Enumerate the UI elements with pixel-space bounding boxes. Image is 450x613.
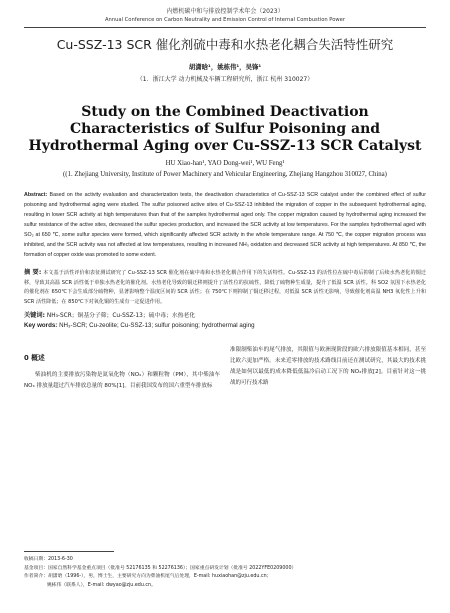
chinese-title: Cu-SSZ-13 SCR 催化剂硫中毒和水热老化耦合失活特性研究 xyxy=(56,37,394,52)
right-column xyxy=(230,345,426,392)
footnote-rule xyxy=(24,551,114,552)
header-rule xyxy=(24,27,426,28)
section-heading: 0 概述 xyxy=(24,354,45,362)
english-abstract xyxy=(24,190,426,260)
chinese-affiliation: （1．浙江大学 动力机械及车辆工程研究所，浙江 杭州 310027） xyxy=(136,76,314,83)
english-title: Study on the Combined Deactivation Characteristics of Sulfur Poisoning and Hydrothermal Aging over Cu-SSZ-13 SCR Catalyst xyxy=(28,104,422,154)
chinese-abstract xyxy=(24,268,426,307)
english-keywords-label: Key words: xyxy=(24,322,58,329)
chinese-abstract-label: 摘 要: xyxy=(24,269,42,276)
chinese-keywords-label: 关键词: xyxy=(24,312,46,319)
chinese-abstract-text: 本文基于活性评价和表征测试研究了 Cu-SSZ-13 SCR 催化剂在硫中毒和水热老化耦合作用下的失活特性。Cu-SSZ-13 的活性位在硫中毒后抑制了后续水热老化的铜迁移，导致其高温 SCR 活性低于单独水热老化的催化剂。水热老化导致的铜迁移则提升了活性位的抗硫性，降低了硫物种生成量，提升了低温 SCR 活性。科 SO2 氛围下水热老化的催化剂在 650℃下会生成部分硫物种，显著影响整个温度区间的 SCR 活性；在 750℃下则抑制了铜迁移过程，对低温 SCR 活性无影响，导致催化剂高温 NH3 氧化性上升和 SCR 活性降低；在 850℃下对氧化铜的生成有一定促进作用。 xyxy=(24,270,426,305)
english-keywords-text: NH₃-SCR; Cu-zeolite; Cu-SSZ-13; sulfur poisoning; hydrothermal aging xyxy=(59,322,255,329)
chinese-keywords xyxy=(24,310,426,319)
english-keywords xyxy=(24,322,426,329)
footnote xyxy=(24,556,426,590)
running-head xyxy=(24,0,426,24)
english-affiliation: ((1. Zhejiang University, Institute of Power Machinery and Vehicular Engineering, Zhejiang Hangzhou 310027, China) xyxy=(63,171,387,178)
footnote-author-1: 作者简介：胡潇晗（1996-），男，博士生，主要研究方向为柴油机尾气后处理，E-mail: huxiaohan@zju.edu.cn； xyxy=(24,574,272,579)
left-column-text: 柴油机的主要排放污染物是氮氧化物（NOₓ）和颗粒物（PM），其中柴油车 NOₓ 排放量超过汽车排放总量的 80%[1]。目前我国发布的国六重型车排放标 xyxy=(24,372,220,389)
left-column xyxy=(24,345,220,392)
footnote-received: 收稿日期：2013-6-30 xyxy=(24,557,73,562)
abstract-text: Based on the activity evaluation and characterization tests, the deactivation characteristics of Cu-SSZ-13 SCR catalyst under the combined effect of sulfur poisoning and hydrothermal aging were studied. The sulfur poisoned active sites of Cu-SSZ-13 inhibited the migration of copper in the subsequent hydrothermal aging, resulting in lower SCR activity at high temperatures than that of the samples hydrothermal aged only. The copper migration caused by hydrothermal aging increased the sulfur resistance of the active sites, decreased the sulfur species production, and increased the SCR activity at low temperatures. For the samples hydrothermal aged with SO₂ at 650 ℃, some sulfur species were formed, which significantly affected SCR activity in the whole temperature range. At 750 ℃, the copper migration process was inhibited, and the SCR activity was not affected at low temperatures, resulting in increased NH₃ oxidation and decreased SCR activity at high temperatures. At 850 ℃, the formation of copper oxide was promoted to some extent. xyxy=(24,192,426,258)
right-column-text: 准限制柴油车的尾气排放，其限值与欧洲现阶段的欧六排放限值基本相同，甚至比欧六更加严格。未来近零排放的技术路线目前还在测试研究，其最大的技术挑战是如何以最低的成本降低低温冷启动工况下的 NOₓ排放[2]。目前针对这一挑战的可行技术路 xyxy=(230,347,426,386)
body-columns xyxy=(24,345,426,392)
chinese-authors: 胡潇晗¹，姚栋伟¹，吴锋¹ xyxy=(188,63,262,71)
footnote-author-2: 姚栋伟（联系人），E-mail: dwyao@zju.edu.cn。 xyxy=(47,582,156,588)
running-head-cn: 内燃机碳中和与排放控制学术年会（2023） xyxy=(166,8,284,15)
english-authors: HU Xiao-han¹, YAO Dong-wei¹, WU Feng¹ xyxy=(165,160,285,167)
chinese-keywords-text: NH₃-SCR；铜基分子筛；Cu-SSZ-13；硫中毒；水热老化 xyxy=(46,313,196,319)
running-head-en: Annual Conference on Carbon Neutrality and Emission Control of Internal Combustion Power xyxy=(105,17,345,23)
abstract-label: Abstract: xyxy=(24,192,48,198)
footnote-funding: 基金项目：国家自然科学基金重点项目（批准号 52176135 和 52276136）；国家重点研发计划（批准号 2022YFE0209000） xyxy=(24,565,297,571)
